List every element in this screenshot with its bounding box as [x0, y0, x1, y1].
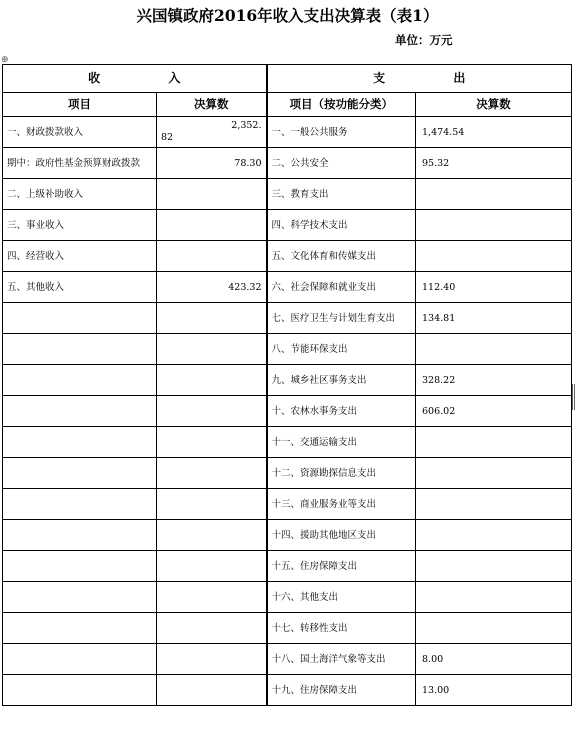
income-amount-cell [157, 117, 267, 148]
expense-amount-cell [416, 241, 572, 272]
table-row [3, 303, 572, 334]
income-item-cell: 二、上级补助收入 [3, 179, 157, 210]
income-item-cell [3, 396, 157, 427]
income-amount-cell [157, 489, 267, 520]
income-amount-part: 82 [161, 132, 174, 143]
income-amount-cell [157, 427, 267, 458]
expense-item-cell: 二、公共安全 [267, 148, 416, 179]
expense-amount-cell [416, 613, 572, 644]
expense-section-header [267, 65, 572, 93]
expense-item-cell: 十四、援助其他地区支出 [267, 520, 416, 551]
expense-item-cell: 十三、商业服务业等支出 [267, 489, 416, 520]
table-row [3, 179, 572, 210]
expense-item-cell: 十五、住房保障支出 [267, 551, 416, 582]
table-row [3, 117, 572, 148]
expense-item-cell: 十八、国土海洋气象等支出 [267, 644, 416, 675]
col-expense-item: 项目（按功能分类） [267, 93, 416, 117]
table-row [3, 210, 572, 241]
income-amount-cell: 78.30 [157, 148, 267, 179]
income-header-left: 收 [88, 71, 101, 85]
table-row [3, 365, 572, 396]
expense-item-cell: 七、医疗卫生与计划生育支出 [267, 303, 416, 334]
expense-amount-cell: 606.02 [416, 396, 572, 427]
expense-amount-cell [416, 210, 572, 241]
income-item-cell [3, 520, 157, 551]
income-item-cell [3, 334, 157, 365]
expense-header-left: 支 [373, 71, 386, 85]
income-amount-cell [157, 210, 267, 241]
income-item-cell [3, 427, 157, 458]
expense-amount-cell: 13.00 [416, 675, 572, 706]
expense-amount-cell [416, 520, 572, 551]
income-amount-part: 2,352. [231, 120, 262, 131]
expense-amount-cell [416, 179, 572, 210]
income-item-cell [3, 613, 157, 644]
expense-item-cell: 九、城乡社区事务支出 [267, 365, 416, 396]
income-amount-cell [157, 458, 267, 489]
table-row [3, 148, 572, 179]
table-anchor-icon[interactable]: ⊕ [1, 55, 9, 65]
income-item-cell: 五、其他收入 [3, 272, 157, 303]
income-item-cell: 三、事业收入 [3, 210, 157, 241]
income-amount-cell [157, 520, 267, 551]
expense-amount-cell: 328.22 [416, 365, 572, 396]
expense-amount-cell: 112.40 [416, 272, 572, 303]
income-item-cell [3, 551, 157, 582]
income-amount-cell [157, 551, 267, 582]
expense-item-cell: 十、农林水事务支出 [267, 396, 416, 427]
table-row [3, 551, 572, 582]
expense-item-cell: 八、节能环保支出 [267, 334, 416, 365]
income-header-right: 入 [168, 71, 181, 85]
income-item-cell [3, 644, 157, 675]
income-amount-cell [157, 582, 267, 613]
expense-amount-cell [416, 427, 572, 458]
expense-item-cell: 三、教育支出 [267, 179, 416, 210]
table-row [3, 334, 572, 365]
income-item-cell: 四、经营收入 [3, 241, 157, 272]
expense-item-cell: 一、一般公共服务 [267, 117, 416, 148]
income-item-cell: 一、财政拨款收入 [3, 117, 157, 148]
expense-amount-cell: 1,474.54 [416, 117, 572, 148]
expense-item-cell: 四、科学技术支出 [267, 210, 416, 241]
income-item-cell [3, 675, 157, 706]
income-amount-cell [157, 613, 267, 644]
income-amount-cell [157, 179, 267, 210]
table-row [3, 272, 572, 303]
expense-item-cell: 十九、住房保障支出 [267, 675, 416, 706]
expense-amount-cell [416, 334, 572, 365]
table-row [3, 582, 572, 613]
table-row [3, 613, 572, 644]
col-income-item: 项目 [3, 93, 157, 117]
expense-item-cell: 十一、交通运输支出 [267, 427, 416, 458]
income-amount-cell [157, 334, 267, 365]
income-amount-cell [157, 396, 267, 427]
income-item-cell [3, 365, 157, 396]
income-item-cell [3, 582, 157, 613]
table-row [3, 644, 572, 675]
expense-item-cell: 十七、转移性支出 [267, 613, 416, 644]
table-row [3, 675, 572, 706]
expense-amount-cell [416, 458, 572, 489]
income-amount-cell [157, 365, 267, 396]
table-row [3, 241, 572, 272]
expense-amount-cell: 95.32 [416, 148, 572, 179]
page-title: 兴国镇政府2016年收入支出决算表（表1） [136, 6, 439, 25]
expense-item-cell: 五、文化体育和传媒支出 [267, 241, 416, 272]
table-row [3, 520, 572, 551]
col-expense-amount: 决算数 [416, 93, 572, 117]
income-item-cell: 期中：政府性基金预算财政拨款 [3, 148, 157, 179]
income-section-header [3, 65, 267, 93]
expense-header-right: 出 [453, 71, 466, 85]
table-row [3, 489, 572, 520]
expense-amount-cell: 134.81 [416, 303, 572, 334]
income-item-cell [3, 303, 157, 334]
table-row [3, 396, 572, 427]
income-amount-cell: 423.32 [157, 272, 267, 303]
income-amount-cell [157, 241, 267, 272]
expense-amount-cell [416, 582, 572, 613]
section-header-row [3, 65, 572, 93]
expense-amount-cell: 8.00 [416, 644, 572, 675]
expense-item-cell: 六、社会保障和就业支出 [267, 272, 416, 303]
expense-item-cell: 十六、其他支出 [267, 582, 416, 613]
expense-item-cell: 十二、资源勘探信息支出 [267, 458, 416, 489]
budget-table [2, 64, 572, 706]
unit-label: 单位：万元 [395, 33, 453, 47]
table-row [3, 427, 572, 458]
col-income-amount: 决算数 [157, 93, 267, 117]
income-item-cell [3, 489, 157, 520]
expense-amount-cell [416, 489, 572, 520]
income-amount-cell [157, 644, 267, 675]
expense-amount-cell [416, 551, 572, 582]
column-header-row [3, 93, 572, 117]
income-item-cell [3, 458, 157, 489]
income-amount-cell [157, 675, 267, 706]
income-amount-cell [157, 303, 267, 334]
table-row [3, 458, 572, 489]
